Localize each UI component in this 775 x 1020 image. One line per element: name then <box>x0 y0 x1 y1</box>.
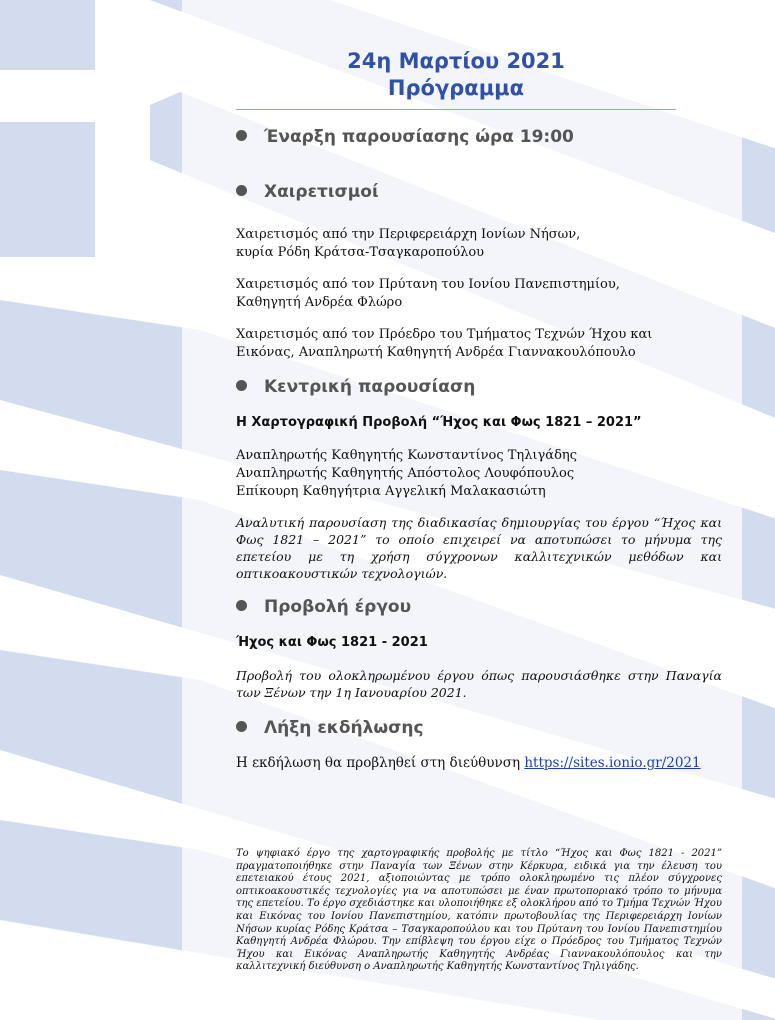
greeting-item: Χαιρετισμός από την Περιφερειάρχη Ιονίων Νήσων, κυρία Ρόδη Κράτσα-Τσαγκαροπούλου <box>236 227 581 260</box>
presenter: Αναπληρωτής Καθηγητής Απόστολος Λουφόπουλος <box>236 466 575 481</box>
greeting-item: Χαιρετισμός από τον Πρόεδρο του Τμήματος Τεχνών Ήχου και Εικόνας, Αναπληρωτή Καθηγητή Ανδρέα Γιαννακουλόπουλο <box>236 327 653 360</box>
section-screening-heading: Προβολή έργου <box>236 597 411 617</box>
program-title: Πρόγραμμα <box>387 76 525 100</box>
greeting-item: Χαιρετισμός από τον Πρύτανη του Ιονίου Πανεπιστημίου, Καθηγητή Ανδρέα Φλώρο <box>236 277 620 310</box>
presenter: Επίκουρη Καθηγήτρια Αγγελική Μαλακασιώτη <box>236 484 546 499</box>
section-closing-heading: Λήξη εκδήλωσης <box>236 718 424 738</box>
footnote: Το ψηφιακό έργο της χαρτογραφικής προβολής με τίτλο “Ήχος και Φως 1821 - 2021” πραγματοποιήθηκε στην Παναγία των Ξένων στην Κέρκυρα, ειδικά για την έλευση του επετειακού έτους 2021, αξιοποιώντας με τρόπο ολοκληρωμένο τις πλέον σύγχρονες οπτικοακουστικές τεχνολογίες για να αποτυπώσει με έναν πρωτοποριακό τρόπο το μήνυμα της επετείου. Το έργο σχεδιάστηκε και υλοποιήθηκε εξ ολοκλήρου από το Τμήμα Τεχνών Ήχου και Εικόνας του Ιονίου Πανεπιστημίου, κατόπιν πρωτοβουλίας της Περιφερειάρχη Ιονίων Νήσων κυρίας Ρόδης Κράτσα – Τσαγκαροπούλου και του Πρύτανη του Ιονίου Πανεπιστημίου Καθηγητή Ανδρέα Φλώρου. Την επίβλεψη του έργου είχε ο Πρόεδρος του Τμήματος Τεχνών Ήχου και Εικόνας Αναπληρωτής Καθηγητής Ανδρέας Γιαννακουλόπουλος και την καλλιτεχνική διεύθυνση ο Αναπληρωτής Καθηγητής Κωνσταντίνος Τηλιγάδης. <box>236 848 722 973</box>
bullet-icon <box>236 185 247 196</box>
stream-link[interactable]: https://sites.ionio.gr/2021 <box>524 755 701 771</box>
bullet-icon <box>236 380 247 391</box>
section-main-heading: Κεντρική παρουσίαση <box>236 377 475 397</box>
section-greetings-heading: Χαιρετισμοί <box>236 182 379 202</box>
main-presentation-description: Αναλυτική παρουσίαση της διαδικασίας δημιουργίας του έργου “Ήχος και Φως 1821 – 2021” το οποίο επιχειρεί να αποτυπώσει το μήνυμα της επετείου με τη χρήση σύγχρονων καλλιτεχνικών μεθόδων και οπτικοακουστικών τεχνολογιών. <box>236 515 722 581</box>
header-divider <box>236 109 676 110</box>
event-date: 24η Μαρτίου 2021 <box>347 49 565 73</box>
presenter: Αναπληρωτής Καθηγητής Κωνσταντίνος Τηλιγάδης <box>236 448 577 463</box>
program-header <box>236 48 676 102</box>
main-presentation-title: Η Χαρτογραφική Προβολή “Ήχος και Φως 1821 – 2021” <box>236 415 642 430</box>
screening-description: Προβολή του ολοκληρωμένου έργου όπως παρουσιάσθηκε στην Παναγία των Ξένων την 1η Ιανουαρίου 2021. <box>236 668 722 700</box>
presenters-list <box>236 447 722 501</box>
bullet-icon <box>236 721 247 732</box>
section-start-heading: Έναρξη παρουσίασης ώρα 19:00 <box>236 127 574 147</box>
bullet-icon <box>236 600 247 611</box>
bullet-icon <box>236 130 247 141</box>
closing-text: Η εκδήλωση θα προβληθεί στη διεύθυνση https://sites.ionio.gr/2021 <box>236 755 701 771</box>
screening-title: Ήχος και Φως 1821 - 2021 <box>236 635 428 650</box>
